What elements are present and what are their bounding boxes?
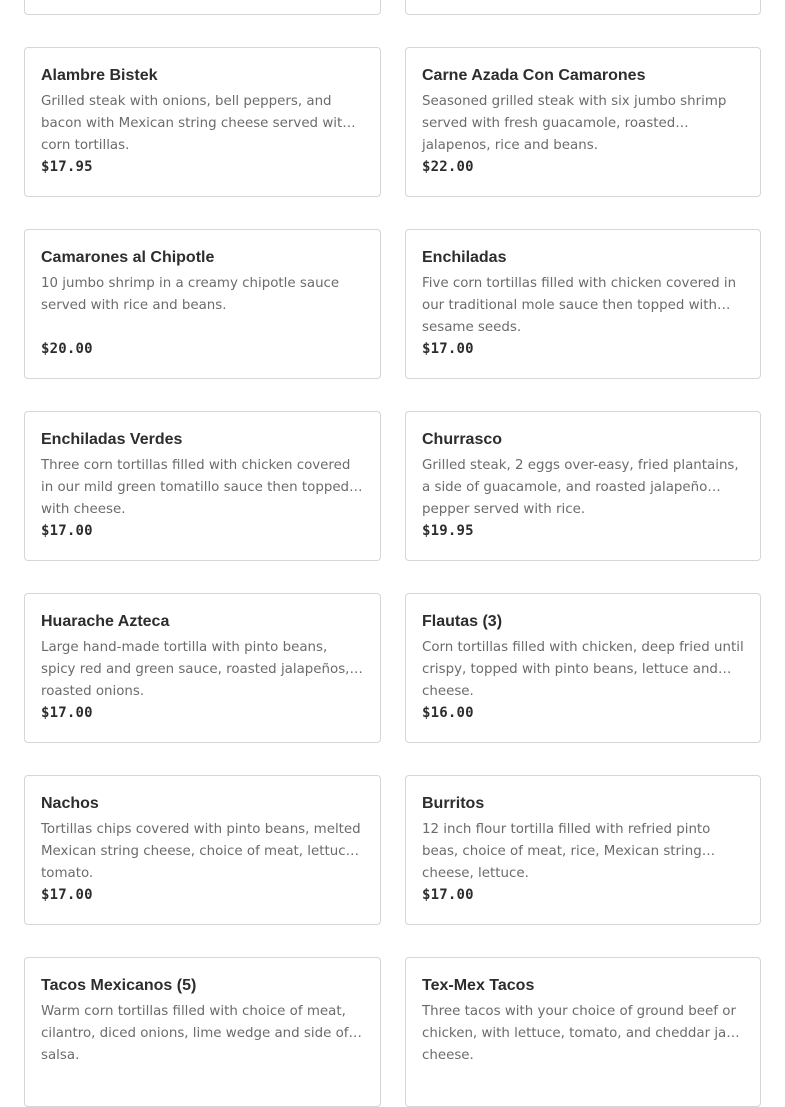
menu-item-card[interactable] bbox=[405, 775, 761, 925]
item-price: $17.95 bbox=[41, 159, 93, 175]
item-name: Enchiladas Verdes bbox=[41, 431, 183, 448]
item-name: Camarones al Chipotle bbox=[41, 249, 215, 266]
menu-item-card[interactable] bbox=[24, 229, 381, 379]
item-price: $17.00 bbox=[41, 705, 93, 721]
item-name: Huarache Azteca bbox=[41, 613, 170, 630]
item-description: Seasoned grilled steak with six jumbo shrimp served with fresh guacamole, roasted jalapenos, rice and beans. bbox=[422, 94, 727, 153]
item-description: Grilled steak with onions, bell peppers, and bacon with Mexican string cheese served with corn tortillas. bbox=[41, 94, 351, 153]
item-description: Five corn tortillas filled with chicken covered in our traditional mole sauce then topped with sesame seeds. bbox=[422, 276, 737, 335]
item-price: $19.95 bbox=[422, 523, 474, 539]
item-description: 12 inch flour tortilla filled with refried pinto beas, choice of meat, rice, Mexican string cheese, lettuce. bbox=[422, 822, 711, 881]
item-description: Corn tortillas filled with chicken, deep fried until crispy, topped with pinto beans, lettuce and cheese. bbox=[422, 640, 744, 699]
item-price: $22.00 bbox=[422, 159, 474, 175]
item-name: Tacos Mexicanos (5) bbox=[41, 977, 197, 994]
item-price: $17.00 bbox=[422, 887, 474, 903]
menu-item-card[interactable] bbox=[405, 593, 761, 743]
menu-item-card[interactable] bbox=[24, 775, 381, 925]
item-description: Large hand-made tortilla with pinto beans, spicy red and green sauce, roasted jalapeños, roasted onions. bbox=[41, 640, 350, 699]
item-price: $17.00 bbox=[41, 887, 93, 903]
menu-item-card[interactable] bbox=[405, 229, 761, 379]
item-price: $16.00 bbox=[422, 705, 474, 721]
item-description: Tortillas chips covered with pinto beans, melted Mexican string cheese, choice of meat, lettuce, tomato. bbox=[41, 822, 361, 881]
menu-item-card[interactable] bbox=[24, 47, 381, 197]
item-name: Flautas (3) bbox=[422, 613, 503, 630]
menu-item-card[interactable] bbox=[405, 957, 761, 1107]
menu-item-card[interactable] bbox=[405, 0, 761, 15]
item-price: $20.00 bbox=[41, 341, 93, 357]
menu-item-card[interactable] bbox=[24, 0, 381, 15]
item-description: Three corn tortillas filled with chicken covered in our mild green tomatillo sauce then topped with cheese. bbox=[41, 458, 351, 517]
menu-item-card[interactable] bbox=[405, 47, 761, 197]
menu-item-card[interactable] bbox=[24, 593, 381, 743]
menu-item-card[interactable] bbox=[24, 957, 381, 1107]
menu-item-card[interactable] bbox=[405, 411, 761, 561]
item-name: Tex-Mex Tacos bbox=[422, 977, 535, 994]
menu-grid bbox=[24, 0, 761, 1107]
item-description: Three tacos with your choice of ground beef or chicken, with lettuce, tomato, and cheddar jack cheese. bbox=[422, 1004, 742, 1063]
item-description: Warm corn tortillas filled with choice of meat, cilantro, diced onions, lime wedge and side of salsa. bbox=[41, 1004, 349, 1063]
item-price: $17.00 bbox=[41, 523, 93, 539]
item-name: Carne Azada Con Camarones bbox=[422, 67, 646, 84]
item-name: Churrasco bbox=[422, 431, 503, 448]
item-description: Grilled steak, 2 eggs over-easy, fried plantains, a side of guacamole, and roasted jalapeño pepper served with rice. bbox=[422, 458, 739, 517]
item-price: $17.00 bbox=[422, 341, 474, 357]
menu-item-card[interactable] bbox=[24, 411, 381, 561]
item-name: Alambre Bistek bbox=[41, 67, 158, 84]
item-description: 10 jumbo shrimp in a creamy chipotle sauce served with rice and beans. bbox=[41, 276, 340, 313]
item-name: Enchiladas bbox=[422, 249, 507, 266]
item-name: Nachos bbox=[41, 795, 99, 812]
item-name: Burritos bbox=[422, 795, 485, 812]
